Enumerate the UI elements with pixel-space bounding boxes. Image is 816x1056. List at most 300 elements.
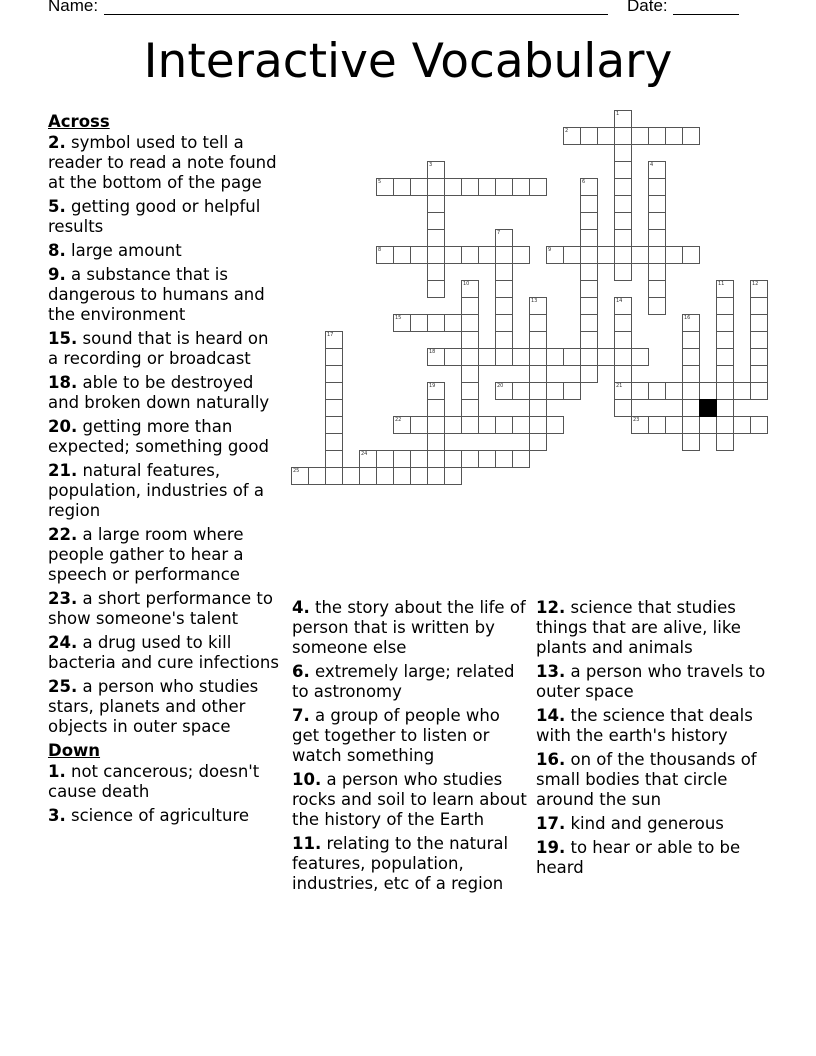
grid-cell[interactable] <box>614 110 632 128</box>
clue-number: 18. <box>48 373 78 392</box>
grid-cell[interactable] <box>410 450 428 468</box>
grid-cell[interactable] <box>427 263 445 281</box>
across-clue <box>48 197 280 237</box>
clue-number: 15. <box>48 329 78 348</box>
down-clue <box>48 806 280 826</box>
grid-cell[interactable] <box>648 212 666 230</box>
grid-cell[interactable] <box>461 382 479 400</box>
grid-cell[interactable] <box>665 246 683 264</box>
cell-number: 15 <box>395 315 402 321</box>
cell-number: 4 <box>650 162 654 168</box>
grid-cell[interactable] <box>614 212 632 230</box>
grid-cell[interactable] <box>648 195 666 213</box>
grid-cell[interactable] <box>410 314 428 332</box>
clue-number: 3. <box>48 806 66 825</box>
grid-cell[interactable] <box>750 365 768 383</box>
grid-cell[interactable] <box>512 348 530 366</box>
down-clue-list <box>48 762 280 826</box>
clue-number: 2. <box>48 133 66 152</box>
grid-cell[interactable] <box>376 246 394 264</box>
cell-number: 1 <box>616 111 620 117</box>
grid-cell[interactable] <box>682 399 700 417</box>
grid-cell[interactable] <box>495 297 513 315</box>
grid-cell[interactable] <box>529 399 547 417</box>
grid-cell[interactable] <box>546 348 564 366</box>
clue-text: kind and generous <box>565 814 724 833</box>
grid-cell[interactable] <box>716 382 734 400</box>
grid-cell[interactable] <box>648 382 666 400</box>
grid-cell[interactable] <box>580 127 598 145</box>
down-clue <box>292 706 532 766</box>
grid-cell[interactable] <box>614 195 632 213</box>
grid-cell[interactable] <box>614 229 632 247</box>
across-clue <box>48 133 280 193</box>
grid-cell[interactable] <box>495 178 513 196</box>
grid-cell[interactable] <box>750 348 768 366</box>
grid-cell[interactable] <box>682 246 700 264</box>
grid-cell[interactable] <box>461 178 479 196</box>
clue-text: a substance that is dangerous to humans and the environment <box>48 265 265 324</box>
clue-number: 6. <box>292 662 310 681</box>
grid-cell[interactable] <box>750 416 768 434</box>
clue-text: on of the thousands of small bodies that circle around the sun <box>536 750 757 809</box>
grid-cell[interactable] <box>716 280 734 298</box>
grid-cell[interactable] <box>444 178 462 196</box>
grid-cell[interactable] <box>682 365 700 383</box>
grid-cell[interactable] <box>631 348 649 366</box>
grid-cell[interactable] <box>376 450 394 468</box>
down-clue <box>292 834 532 894</box>
grid-cell[interactable] <box>614 297 632 315</box>
grid-cell[interactable] <box>444 467 462 485</box>
clue-text: a person who studies stars, planets and other objects in outer space <box>48 677 259 736</box>
grid-cell[interactable] <box>495 450 513 468</box>
grid-cell[interactable] <box>325 467 343 485</box>
grid-cell[interactable] <box>716 331 734 349</box>
clue-number: 13. <box>536 662 566 681</box>
clue-number: 22. <box>48 525 78 544</box>
grid-cell[interactable] <box>410 467 428 485</box>
grid-cell[interactable] <box>359 467 377 485</box>
grid-cell[interactable] <box>580 195 598 213</box>
clue-number: 11. <box>292 834 322 853</box>
page-title: Interactive Vocabulary <box>143 34 673 89</box>
grid-cell[interactable] <box>478 416 496 434</box>
grid-cell[interactable] <box>597 246 615 264</box>
grid-cell[interactable] <box>648 127 666 145</box>
across-clue <box>48 461 280 521</box>
down-clue <box>536 598 776 658</box>
grid-cell[interactable] <box>682 416 700 434</box>
cell-number: 8 <box>378 247 382 253</box>
grid-cell[interactable] <box>342 467 360 485</box>
across-clue <box>48 329 280 369</box>
grid-cell[interactable] <box>529 178 547 196</box>
cell-number: 24 <box>361 451 368 457</box>
grid-cell[interactable] <box>427 280 445 298</box>
grid-cell[interactable] <box>580 229 598 247</box>
clue-text: to hear or able to be heard <box>536 838 741 877</box>
grid-cell[interactable] <box>325 331 343 349</box>
cell-number: 9 <box>548 247 552 253</box>
grid-cell[interactable] <box>665 382 683 400</box>
cell-number: 18 <box>429 349 436 355</box>
cell-number: 2 <box>565 128 569 134</box>
grid-cell[interactable] <box>614 144 632 162</box>
grid-cell[interactable] <box>427 467 445 485</box>
grid-cell[interactable] <box>529 433 547 451</box>
grid-cell[interactable] <box>495 382 513 400</box>
cell-number: 19 <box>429 383 436 389</box>
across-clue <box>48 265 280 325</box>
grid-cell[interactable] <box>393 450 411 468</box>
grid-cell[interactable] <box>461 280 479 298</box>
clue-text: science of agriculture <box>65 806 250 825</box>
clue-text: a drug used to kill bacteria and cure infections <box>48 633 279 672</box>
grid-cell[interactable] <box>529 382 547 400</box>
grid-cell[interactable] <box>444 450 462 468</box>
grid-cell[interactable] <box>648 280 666 298</box>
across-clue <box>48 525 280 585</box>
cell-number: 21 <box>616 383 623 389</box>
cell-number: 10 <box>463 281 470 287</box>
grid-cell[interactable] <box>614 365 632 383</box>
grid-cell[interactable] <box>614 263 632 281</box>
grid-cell[interactable] <box>580 246 598 264</box>
grid-cell[interactable] <box>699 416 717 434</box>
cell-number: 12 <box>752 281 759 287</box>
grid-cell[interactable] <box>461 365 479 383</box>
clue-number: 8. <box>48 241 66 260</box>
clue-text: science that studies things that are alive, like plants and animals <box>536 598 741 657</box>
grid-cell[interactable] <box>716 399 734 417</box>
grid-cell[interactable] <box>495 263 513 281</box>
grid-cell[interactable] <box>682 348 700 366</box>
grid-cell[interactable] <box>716 297 734 315</box>
cell-number: 22 <box>395 417 402 423</box>
clue-text: extremely large; related to astronomy <box>292 662 515 701</box>
grid-cell[interactable] <box>682 314 700 332</box>
across-clue <box>48 417 280 457</box>
grid-cell[interactable] <box>427 178 445 196</box>
cell-number: 16 <box>684 315 691 321</box>
cell-number: 13 <box>531 298 538 304</box>
grid-cell[interactable] <box>631 416 649 434</box>
grid-cell[interactable] <box>614 178 632 196</box>
across-clue <box>48 633 280 673</box>
grid-cell[interactable] <box>512 450 530 468</box>
grid-cell[interactable] <box>427 416 445 434</box>
clue-text: natural features, population, industries of a region <box>48 461 264 520</box>
clue-text: getting more than expected; something good <box>48 417 269 456</box>
grid-cell[interactable] <box>512 178 530 196</box>
grid-cell[interactable] <box>563 127 581 145</box>
grid-cell[interactable] <box>427 348 445 366</box>
grid-cell[interactable] <box>427 229 445 247</box>
grid-cell[interactable] <box>750 331 768 349</box>
grid-cell[interactable] <box>461 416 479 434</box>
grid-cell[interactable] <box>716 314 734 332</box>
grid-cell[interactable] <box>427 399 445 417</box>
across-clue <box>48 241 280 261</box>
grid-cell[interactable] <box>614 246 632 264</box>
grid-cell[interactable] <box>580 314 598 332</box>
grid-cell[interactable] <box>614 348 632 366</box>
grid-cell[interactable] <box>325 450 343 468</box>
across-heading: Across <box>48 112 110 131</box>
clue-text: a group of people who get together to listen or watch something <box>292 706 500 765</box>
grid-cell[interactable] <box>750 382 768 400</box>
grid-cell[interactable] <box>750 297 768 315</box>
date-label: Date: <box>627 0 668 15</box>
grid-cell[interactable] <box>631 382 649 400</box>
grid-cell[interactable] <box>393 416 411 434</box>
grid-cell[interactable] <box>291 467 309 485</box>
grid-cell[interactable] <box>682 127 700 145</box>
name-label: Name: <box>48 0 99 15</box>
across-clue <box>48 373 280 413</box>
down-clue <box>292 598 532 658</box>
grid-cell[interactable] <box>308 467 326 485</box>
grid-cell[interactable] <box>376 178 394 196</box>
grid-cell[interactable] <box>444 416 462 434</box>
grid-cell[interactable] <box>614 331 632 349</box>
clue-text: a person who travels to outer space <box>536 662 766 701</box>
grid-cell[interactable] <box>325 365 343 383</box>
grid-cell[interactable] <box>597 127 615 145</box>
grid-cell[interactable] <box>325 433 343 451</box>
grid-cell[interactable] <box>410 178 428 196</box>
grid-cell[interactable] <box>563 246 581 264</box>
grid-cell[interactable] <box>393 246 411 264</box>
grid-cell[interactable] <box>546 382 564 400</box>
down-clue-list <box>536 598 776 878</box>
grid-cell[interactable] <box>495 246 513 264</box>
grid-cell[interactable] <box>529 331 547 349</box>
clue-number: 5. <box>48 197 66 216</box>
grid-cell[interactable] <box>529 416 547 434</box>
grid-cell[interactable] <box>563 348 581 366</box>
grid-cell[interactable] <box>580 178 598 196</box>
grid-cell[interactable] <box>631 246 649 264</box>
grid-cell[interactable] <box>427 314 445 332</box>
down-clue <box>48 762 280 802</box>
grid-cell[interactable] <box>461 348 479 366</box>
grid-cell[interactable] <box>427 382 445 400</box>
grid-cell[interactable] <box>512 246 530 264</box>
grid-cell[interactable] <box>325 382 343 400</box>
grid-cell[interactable] <box>716 416 734 434</box>
grid-cell[interactable] <box>529 348 547 366</box>
grid-cell[interactable] <box>410 416 428 434</box>
grid-cell[interactable] <box>614 314 632 332</box>
grid-cell[interactable] <box>495 314 513 332</box>
cell-number: 14 <box>616 298 623 304</box>
grid-cell[interactable] <box>648 297 666 315</box>
grid-cell[interactable] <box>495 416 513 434</box>
black-cell <box>699 399 717 417</box>
grid-cell[interactable] <box>529 314 547 332</box>
grid-cell[interactable] <box>478 348 496 366</box>
grid-cell[interactable] <box>393 314 411 332</box>
clue-text: a person who studies rocks and soil to learn about the history of the Earth <box>292 770 527 829</box>
grid-cell[interactable] <box>461 297 479 315</box>
down-clue-list <box>292 598 532 894</box>
grid-cell[interactable] <box>495 331 513 349</box>
grid-cell[interactable] <box>750 314 768 332</box>
grid-cell[interactable] <box>427 450 445 468</box>
clues-column-1 <box>48 112 280 830</box>
grid-cell[interactable] <box>529 297 547 315</box>
grid-cell[interactable] <box>478 246 496 264</box>
grid-cell[interactable] <box>716 365 734 383</box>
clue-number: 21. <box>48 461 78 480</box>
clue-text: a short performance to show someone's talent <box>48 589 273 628</box>
clue-number: 17. <box>536 814 566 833</box>
grid-cell[interactable] <box>461 246 479 264</box>
cell-number: 17 <box>327 332 334 338</box>
clue-number: 10. <box>292 770 322 789</box>
grid-cell[interactable] <box>648 229 666 247</box>
down-clue <box>536 662 776 702</box>
cell-number: 6 <box>582 179 586 185</box>
grid-cell[interactable] <box>325 399 343 417</box>
grid-cell[interactable] <box>716 433 734 451</box>
clue-number: 14. <box>536 706 566 725</box>
grid-cell[interactable] <box>648 178 666 196</box>
clue-text: symbol used to tell a reader to read a note found at the bottom of the page <box>48 133 277 192</box>
clue-number: 1. <box>48 762 66 781</box>
down-clue <box>536 814 776 834</box>
clue-text: sound that is heard on a recording or broadcast <box>48 329 269 368</box>
grid-cell[interactable] <box>648 161 666 179</box>
grid-cell[interactable] <box>648 416 666 434</box>
grid-cell[interactable] <box>376 467 394 485</box>
across-clue <box>48 677 280 737</box>
grid-cell[interactable] <box>614 161 632 179</box>
grid-cell[interactable] <box>427 433 445 451</box>
grid-cell[interactable] <box>648 246 666 264</box>
grid-cell[interactable] <box>614 382 632 400</box>
cell-number: 7 <box>497 230 501 236</box>
grid-cell[interactable] <box>580 297 598 315</box>
grid-cell[interactable] <box>359 450 377 468</box>
clue-number: 9. <box>48 265 66 284</box>
cell-number: 11 <box>718 281 725 287</box>
grid-cell[interactable] <box>427 246 445 264</box>
grid-cell[interactable] <box>563 382 581 400</box>
grid-cell[interactable] <box>546 416 564 434</box>
down-clue <box>536 750 776 810</box>
grid-cell[interactable] <box>580 212 598 230</box>
down-clue <box>536 838 776 878</box>
grid-cell[interactable] <box>427 161 445 179</box>
grid-cell[interactable] <box>529 365 547 383</box>
grid-cell[interactable] <box>580 280 598 298</box>
grid-cell[interactable] <box>427 195 445 213</box>
clue-text: not cancerous; doesn't cause death <box>48 762 260 801</box>
clue-number: 7. <box>292 706 310 725</box>
down-clue <box>292 662 532 702</box>
grid-cell[interactable] <box>461 450 479 468</box>
grid-cell[interactable] <box>733 382 751 400</box>
grid-cell[interactable] <box>631 127 649 145</box>
down-clue <box>292 770 532 830</box>
grid-cell[interactable] <box>580 348 598 366</box>
grid-cell[interactable] <box>682 331 700 349</box>
clue-text: the story about the life of person that is written by someone else <box>292 598 526 657</box>
grid-cell[interactable] <box>478 450 496 468</box>
grid-cell[interactable] <box>461 399 479 417</box>
grid-cell[interactable] <box>699 382 717 400</box>
grid-cell[interactable] <box>682 382 700 400</box>
grid-cell[interactable] <box>682 433 700 451</box>
grid-cell[interactable] <box>444 246 462 264</box>
grid-cell[interactable] <box>495 229 513 247</box>
grid-cell[interactable] <box>427 212 445 230</box>
clues-column-3 <box>536 598 776 882</box>
grid-cell[interactable] <box>393 178 411 196</box>
grid-cell[interactable] <box>495 348 513 366</box>
cell-number: 20 <box>497 383 504 389</box>
grid-cell[interactable] <box>580 263 598 281</box>
clue-text: relating to the natural features, population, industries, etc of a region <box>292 834 509 893</box>
grid-cell[interactable] <box>716 348 734 366</box>
grid-cell[interactable] <box>393 467 411 485</box>
grid-cell[interactable] <box>325 348 343 366</box>
clues-column-2 <box>292 598 532 898</box>
clue-number: 12. <box>536 598 566 617</box>
grid-cell[interactable] <box>461 314 479 332</box>
grid-cell[interactable] <box>733 416 751 434</box>
grid-cell[interactable] <box>614 127 632 145</box>
clue-number: 24. <box>48 633 78 652</box>
grid-cell[interactable] <box>444 348 462 366</box>
grid-cell[interactable] <box>750 280 768 298</box>
grid-cell[interactable] <box>461 331 479 349</box>
grid-cell[interactable] <box>614 399 632 417</box>
grid-cell[interactable] <box>325 416 343 434</box>
grid-cell[interactable] <box>580 365 598 383</box>
grid-cell[interactable] <box>478 178 496 196</box>
clue-text: getting good or helpful results <box>48 197 261 236</box>
grid-cell[interactable] <box>597 348 615 366</box>
grid-cell[interactable] <box>665 416 683 434</box>
grid-cell[interactable] <box>512 416 530 434</box>
cell-number: 5 <box>378 179 382 185</box>
grid-cell[interactable] <box>546 246 564 264</box>
grid-cell[interactable] <box>495 280 513 298</box>
clue-number: 25. <box>48 677 78 696</box>
cell-number: 23 <box>633 417 640 423</box>
clue-number: 23. <box>48 589 78 608</box>
grid-cell[interactable] <box>444 314 462 332</box>
cell-number: 3 <box>429 162 433 168</box>
grid-cell[interactable] <box>665 127 683 145</box>
clue-number: 20. <box>48 417 78 436</box>
clue-text: a large room where people gather to hear a speech or performance <box>48 525 244 584</box>
down-heading: Down <box>48 741 101 760</box>
grid-cell[interactable] <box>648 263 666 281</box>
clue-text: the science that deals with the earth's history <box>536 706 753 745</box>
clue-text: able to be destroyed and broken down naturally <box>48 373 270 412</box>
grid-cell[interactable] <box>410 246 428 264</box>
clue-number: 19. <box>536 838 566 857</box>
grid-cell[interactable] <box>512 382 530 400</box>
across-clue <box>48 589 280 629</box>
clue-text: large amount <box>65 241 182 260</box>
grid-cell[interactable] <box>580 331 598 349</box>
